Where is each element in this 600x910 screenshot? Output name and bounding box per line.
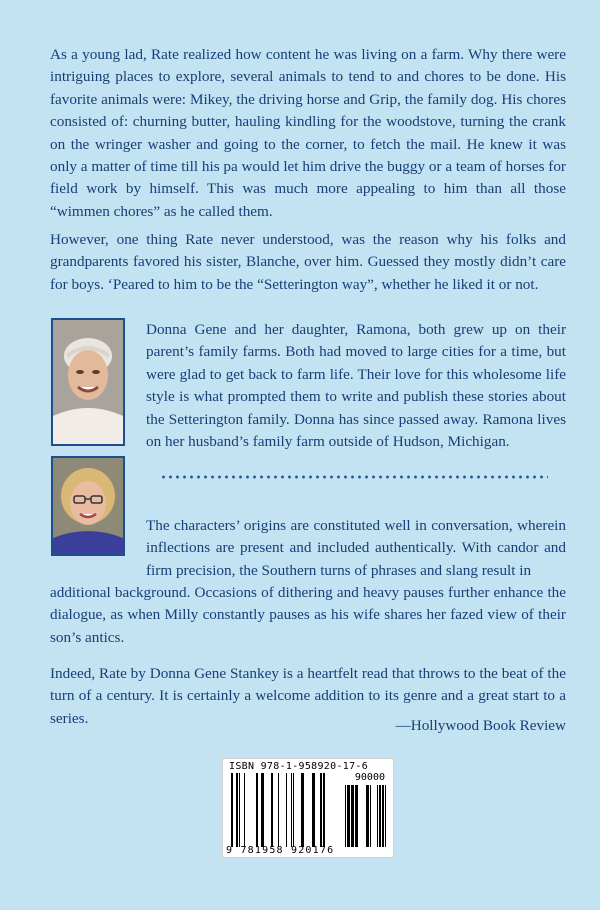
author-bio-paragraph: Donna Gene and her daughter, Ramona, both grew up on their parent’s family farms. Both had moved to large cities for a time, but were glad to get back to farm life. Their love for this wholesome life style is what prompted them to write and publish these stories about the Setterington family. Donna has since passed away. Ramona lives on her husband’s family farm outside of Hudson, Michigan.: [146, 321, 566, 451]
isbn-barcode: [222, 758, 394, 858]
author-photo-ramona: [51, 456, 125, 556]
review-paragraph-start: The characters’ origins are constituted well in conversation, wherein inflections are present and included authentically. With candor and firm precision, the Southern turns of phrases and slang result in: [146, 517, 566, 579]
barcode-number: 9 781958 920176: [226, 845, 335, 856]
portrait-elderly-woman-image: [53, 320, 123, 444]
dotted-divider: [160, 474, 548, 480]
price-code: 90000: [354, 772, 385, 783]
review-attribution: —Hollywood Book Review: [395, 717, 566, 734]
synopsis-paragraph-2: However, one thing Rate never understood, was the reason why his folks and grandparents favored his sister, Blanche, over him. Guessed they mostly didn’t care for boys. ‘Peared to him to be the “Setterington way”, whether he liked it or not.: [50, 231, 566, 293]
review-paragraph-continued: additional background. Occasions of dithering and heavy pauses further enhance the dialogue, as when Milly constantly pauses as his wife shares her fazed view of their son’s antics.: [50, 584, 566, 646]
review-paragraph-conclusion: Indeed, Rate by Donna Gene Stankey is a heartfelt read that throws to the beat of the turn of a century. It is certainly a welcome addition to its genre and a great start to a series.: [50, 665, 566, 727]
isbn-label: ISBN 978-1-958920-17-6: [229, 761, 369, 772]
barcode-bars-image: [223, 759, 395, 859]
synopsis-paragraph-1: As a young lad, Rate realized how content he was living on a farm. Why there were intriguing places to explore, several animals to tend to and chores to be done. His favorite animals were: Mikey, the driving horse and Grip, the family dog. His chores consisted of: churning butter, hauling kindling for the woodstove, turning the crank on the wringer washer and going to the corner, to fetch the mail. He knew it was only a matter of time till his pa would let him drive the buggy or a team of horses for field work by himself. This was much more appealing to him than all those “wimmen chores” as he called them.: [50, 46, 566, 220]
author-photo-donna: [51, 318, 125, 446]
portrait-woman-glasses-image: [53, 458, 123, 554]
